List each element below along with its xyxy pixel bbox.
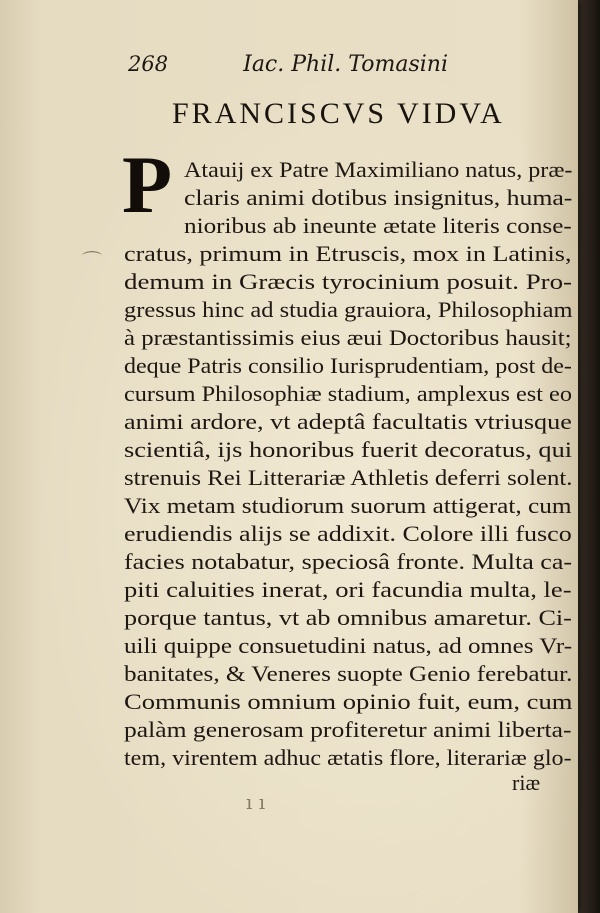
page-number: 268 [128, 52, 169, 76]
section-heading: FRANCISCVS VIDVA [172, 97, 505, 130]
text-line-11: scientiâ, ijs honoribus fuerit decoratus, qui [124, 437, 573, 462]
text-line-16: piti caluities inerat, ori facundia multa, le- [124, 577, 572, 602]
text-line-2: claris animi dotibus insignitus, huma- [184, 185, 573, 210]
drop-cap: P [122, 139, 173, 230]
text-line-18: uili quippe consuetudini natus, ad omnes Vr- [124, 633, 573, 658]
text-line-6: gressus hinc ad studia grauiora, Philosophiam [124, 297, 573, 322]
text-line-19: banitates, & Veneres suopte Genio ferebatur. [124, 661, 573, 686]
text-line-1: Atauij ex Patre Maximiliano natus, præ- [184, 157, 573, 182]
running-title: Iac. Phil. Tomasini [243, 52, 448, 77]
text-line-17: porque tantus, vt ab omnibus amaretur. Ci- [124, 605, 572, 630]
bleed-through-mark: ı ı [246, 790, 266, 814]
margin-ink-mark: ⌒ [82, 249, 102, 273]
text-line-21: palàm generosam profiteretur animi liberta- [124, 717, 572, 742]
catchword: riæ [512, 770, 541, 795]
text-line-8: deque Patris consilio Iurisprudentiam, post de- [124, 353, 572, 378]
text-line-7: à præstantissimis eius æui Doctoribus hausit; [124, 325, 572, 350]
text-line-5: demum in Græcis tyrocinium posuit. Pro- [124, 269, 572, 294]
text-line-14: erudiendis alijs se addixit. Colore illi fusco [124, 521, 572, 546]
text-line-9: cursum Philosophiæ stadium, amplexus est eo [124, 381, 572, 406]
running-head [128, 52, 448, 86]
page-edge [578, 0, 600, 913]
text-line-3: nioribus ab ineunte ætate literis conse- [184, 213, 572, 238]
text-line-10: animi ardore, vt adeptâ facultatis vtriusque [124, 409, 572, 434]
text-line-13: Vix metam studiorum suorum attigerat, cum [124, 493, 572, 518]
text-line-4: cratus, primum in Etruscis, mox in Latinis, [124, 241, 572, 266]
text-line-20: Communis omnium opinio fuit, eum, cum [124, 689, 573, 714]
text-line-22: tem, virentem adhuc ætatis flore, literariæ glo- [124, 745, 572, 770]
text-line-12: strenuis Rei Litterariæ Athletis deferri solent. [124, 465, 573, 490]
text-line-15: facies notabatur, speciosâ fronte. Multa ca- [124, 549, 573, 574]
